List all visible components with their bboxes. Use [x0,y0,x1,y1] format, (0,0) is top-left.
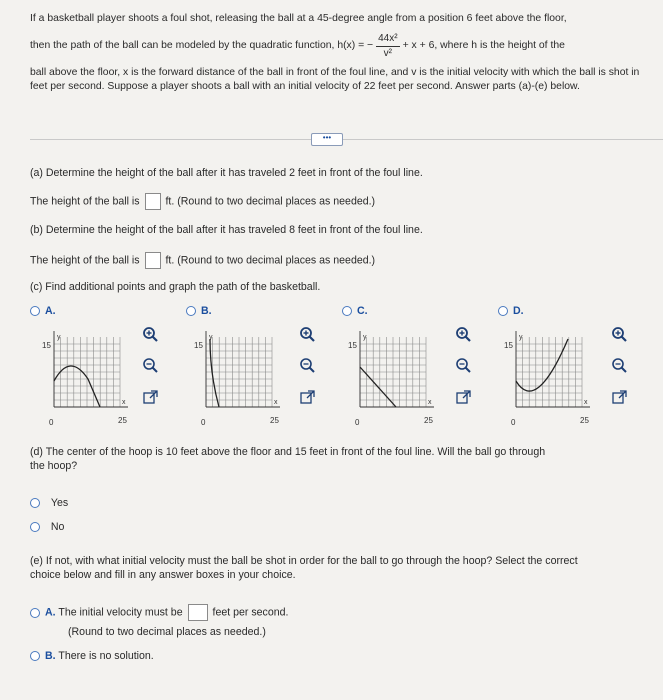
graph-d-y-tick: 15 [504,341,513,350]
graph-option-b-radio[interactable] [186,306,196,316]
part-d-option-no[interactable] [30,521,64,533]
part-d-question-line-1: (d) The center of the hoop is 10 feet above the floor and 15 feet in front of the foul line. Will the ball go through [30,446,546,458]
part-b-suffix: ft. (Round to two decimal places as needed.) [165,254,376,267]
part-b-question: (b) Determine the height of the ball after it has traveled 8 feet in front of the foul line. [30,224,423,236]
graph-b-y-tick: 15 [194,341,203,350]
graph-b-origin: 0 [201,418,206,427]
graph-c-y-label: y [363,334,367,341]
graph-option-c-label: C. [357,305,368,317]
graph-b-curve [210,339,219,407]
part-e-a-prefix: The initial velocity must be [58,606,183,619]
part-b-prefix: The height of the ball is [30,254,140,267]
graph-option-d-label: D. [513,305,524,317]
graph-c-curve [360,367,396,407]
graph-a-x-tick: 25 [118,416,127,425]
graph-c-origin: 0 [355,418,360,427]
problem-statement [30,12,650,95]
graph-b-y-label: y [209,334,213,341]
part-a-answer-input[interactable] [145,193,161,210]
graph-option-d-radio[interactable] [498,306,508,316]
part-a-suffix: ft. (Round to two decimal places as needed.) [165,195,376,208]
zoom-in-icon[interactable] [142,326,159,343]
graph-d-origin: 0 [511,418,516,427]
graph-b-x-tick: 25 [270,416,279,425]
graph-c-x-label: x [428,399,432,406]
graph-d-y-label: y [519,334,523,341]
part-c-question: (c) Find additional points and graph the path of the basketball. [30,281,321,293]
part-e-a-label: A. [45,606,56,619]
fraction-denominator: v² [383,47,393,59]
part-a-answer-row [30,193,375,210]
part-d-option-yes[interactable] [30,497,68,509]
graph-c-x-tick: 25 [424,416,433,425]
graph-c-y-tick: 15 [348,341,357,350]
graph-option-a-radio[interactable] [30,306,40,316]
part-b-answer-input[interactable] [145,252,161,269]
intro-line-1: If a basketball player shoots a foul shot, releasing the ball at a 45-degree angle from a position 6 feet above the floor, [30,13,567,24]
part-b-answer-row [30,252,375,269]
section-divider [30,139,663,140]
zoom-out-icon[interactable] [299,357,316,374]
expand-graph-icon[interactable] [299,389,316,406]
expand-graph-icon[interactable] [455,389,472,406]
intro-line-2-end: + x + 6, where h is the height of the [402,40,565,52]
intro-line-2-start: then the path of the ball can be modeled by the quadratic function, h(x) = − [30,40,374,52]
graph-a-origin: 0 [49,418,54,427]
part-d-yes-radio[interactable] [30,498,40,508]
graph-option-b-label: B. [201,305,212,317]
part-d-yes-label: Yes [50,497,69,509]
graph-a-x-label: x [122,399,126,406]
graph-b-x-label: x [274,399,278,406]
part-e-question-line-1: (e) If not, with what initial velocity must the ball be shot in order for the ball to go through the hoop? Select the correct [30,555,578,567]
graph-option-a-label: A. [45,305,56,317]
graph-a-grid [54,337,120,407]
part-d-no-label: No [50,521,65,533]
part-e-a-suffix: feet per second. [212,606,289,619]
part-d-no-radio[interactable] [30,522,40,532]
part-a-prefix: The height of the ball is [30,195,140,208]
formula-fraction [376,32,399,60]
part-e-velocity-input[interactable] [188,604,208,621]
graph-a-y-tick: 15 [42,341,51,350]
intro-line-3: ball above the floor, x is the forward distance of the ball in front of the foul line, and v is the initial velocity with which the ball is shot in feet per second. Suppose a player shoots a ball with an initial velocity of 22 feet per second. Answer parts (a)-(e) below. [30,67,640,93]
zoom-in-icon[interactable] [299,326,316,343]
part-e-b-label: B. [45,650,56,662]
formula-line [30,32,650,60]
graph-d-x-label: x [584,399,588,406]
part-a-question: (a) Determine the height of the ball after it has traveled 2 feet in front of the foul line. [30,167,423,179]
graph-option-c-radio[interactable] [342,306,352,316]
graph-a-y-label: y [57,334,61,341]
expand-graph-icon[interactable] [611,389,628,406]
zoom-in-icon[interactable] [611,326,628,343]
part-e-option-a[interactable] [30,604,288,621]
part-e-b-radio[interactable] [30,651,40,661]
part-e-question-line-2: choice below and fill in any answer boxes in your choice. [30,569,296,581]
part-d-question-line-2: the hoop? [30,460,78,472]
expand-more-button[interactable]: ••• [311,133,343,146]
zoom-out-icon[interactable] [611,357,628,374]
expand-graph-icon[interactable] [142,389,159,406]
zoom-out-icon[interactable] [142,357,159,374]
part-e-b-text: There is no solution. [58,650,154,662]
graph-d-x-tick: 25 [580,416,589,425]
part-e-option-b[interactable] [30,650,154,662]
fraction-numerator: 44x² [376,32,399,47]
part-e-a-note: (Round to two decimal places as needed.) [68,626,266,638]
zoom-out-icon[interactable] [455,357,472,374]
zoom-in-icon[interactable] [455,326,472,343]
part-e-a-radio[interactable] [30,608,40,618]
